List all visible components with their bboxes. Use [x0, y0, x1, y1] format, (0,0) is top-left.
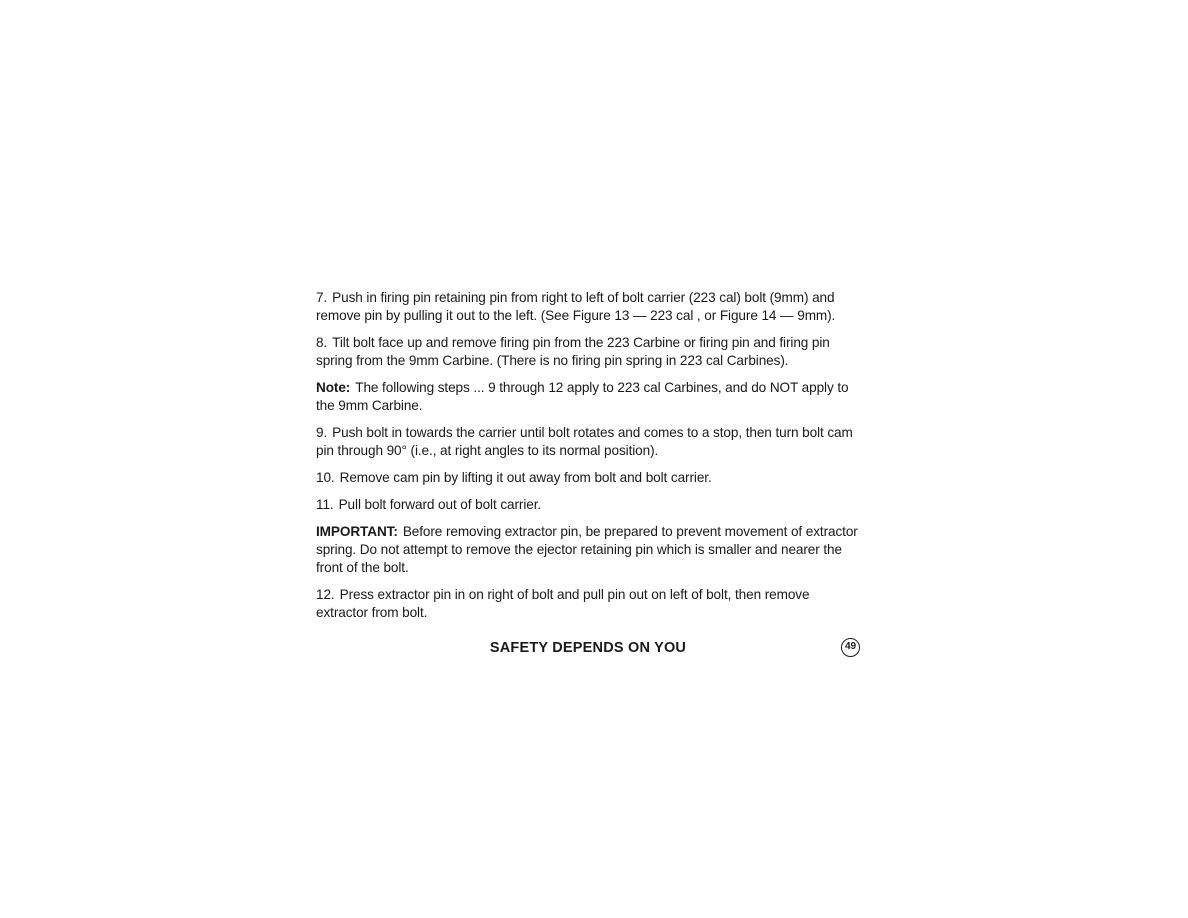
- page-footer: [316, 638, 860, 660]
- important-text: Before removing extractor pin, be prepared to prevent movement of extractor spring. Do not attempt to remove the ejector retaining pin which is smaller and nearer the front of the bolt.: [316, 524, 858, 575]
- page-number-badge: 49: [841, 638, 860, 657]
- step-10: [316, 469, 860, 487]
- footer-title: SAFETY DEPENDS ON YOU: [489, 640, 687, 656]
- note-paragraph: [316, 379, 860, 415]
- step-number: 10.: [316, 470, 335, 485]
- note-label: Note:: [316, 380, 351, 395]
- step-number: 11.: [316, 497, 334, 512]
- step-8: [316, 334, 860, 370]
- note-text: The following steps ... 9 through 12 apply to 223 cal Carbines, and do NOT apply to the 9mm Carbine.: [316, 380, 849, 413]
- step-9: [316, 424, 860, 460]
- step-12: [316, 586, 860, 622]
- step-number: 12.: [316, 587, 335, 602]
- step-text: Push bolt in towards the carrier until bolt rotates and comes to a stop, then turn bolt cam pin through 90° (i.e., at right angles to its normal position).: [316, 425, 853, 458]
- step-text: Press extractor pin in on right of bolt and pull pin out on left of bolt, then remove extractor from bolt.: [316, 587, 810, 620]
- step-number: 7.: [316, 290, 328, 305]
- step-text: Remove cam pin by lifting it out away from bolt and bolt carrier.: [339, 470, 712, 485]
- manual-page-body: [316, 289, 860, 631]
- step-11: [316, 496, 860, 514]
- important-label: IMPORTANT:: [316, 524, 398, 539]
- step-text: Pull bolt forward out of bolt carrier.: [338, 497, 542, 512]
- step-number: 8.: [316, 335, 328, 350]
- step-text: Push in firing pin retaining pin from right to left of bolt carrier (223 cal) bolt (9mm) and remove pin by pulling it out to the left. (See Figure 13 — 223 cal , or Figure 14 — 9mm).: [316, 290, 836, 323]
- step-number: 9.: [316, 425, 328, 440]
- important-paragraph: [316, 523, 860, 577]
- step-text: Tilt bolt face up and remove firing pin from the 223 Carbine or firing pin and firing pin spring from the 9mm Carbine. (There is no firing pin spring in 223 cal Carbines).: [316, 335, 830, 368]
- step-7: [316, 289, 860, 325]
